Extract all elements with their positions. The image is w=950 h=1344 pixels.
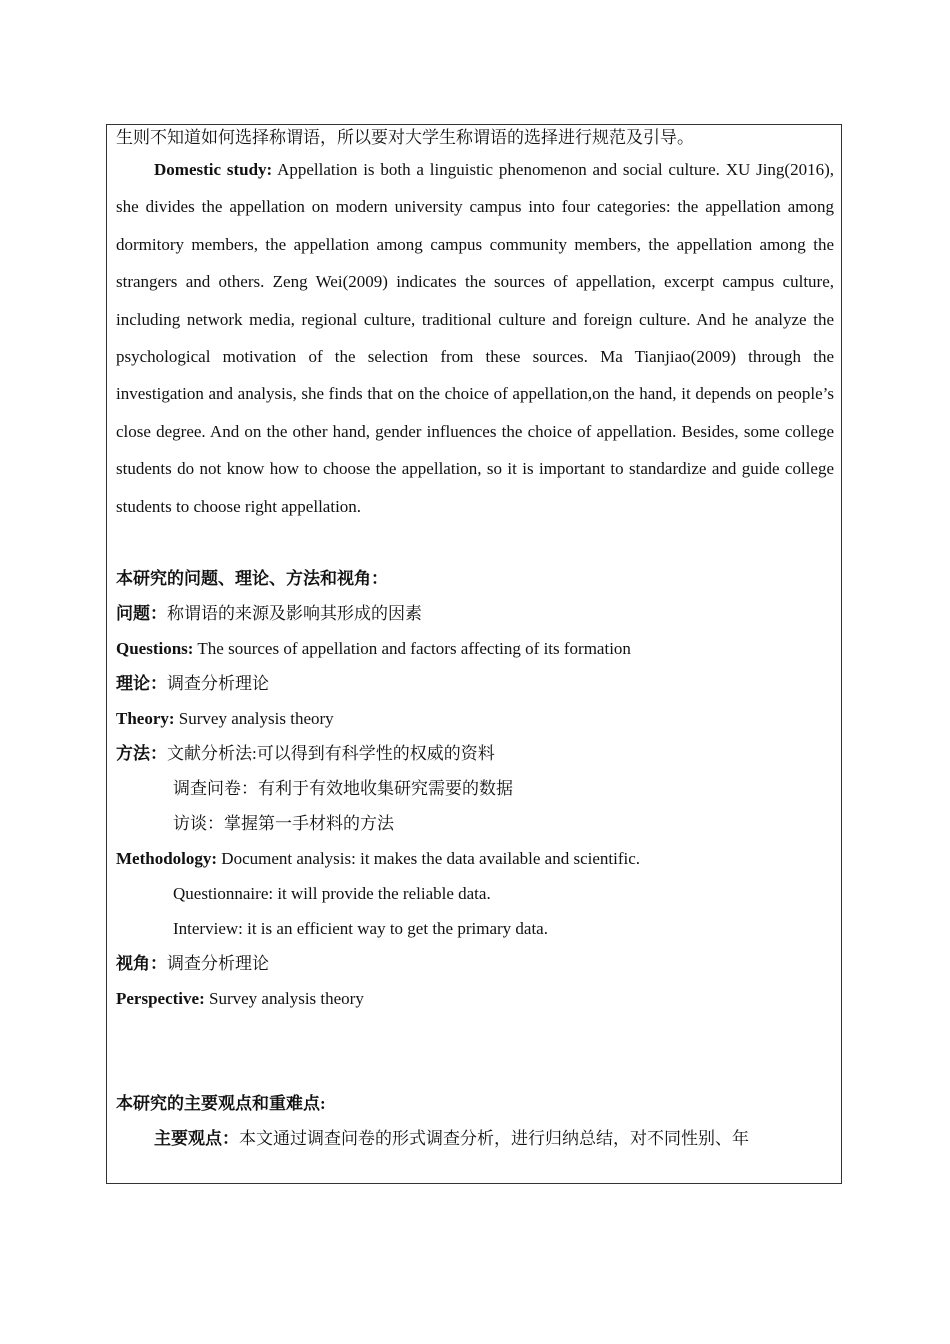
question-zh-text: 称谓语的来源及影响其形成的因素 (167, 604, 422, 624)
method-en-label: Methodology: (116, 849, 218, 869)
question-zh-label: 问题： (116, 604, 167, 624)
question-en-label: Questions: (116, 639, 194, 659)
method-en-text-1: Document analysis: it makes the data available and scientific. (217, 849, 641, 869)
proposal-table-cell (106, 124, 842, 1184)
theory-en (116, 701, 834, 736)
continuation-paragraph: 生则不知道如何选择称谓语，所以要对大学生称谓语的选择进行规范及引导。 (116, 128, 694, 147)
main-points-paragraph (116, 1121, 834, 1156)
perspective-zh-text: 调查分析理论 (167, 954, 269, 974)
domestic-study-text: Appellation is both a linguistic phenomenon and social culture. XU Jing(2016), she divides the appellation on modern university campus into four categories: the appellation among dormitory members, the appellation among campus community members, the appellation among the strangers and others. Zeng Wei(2009) indicates the sources of appellation, excerpt campus culture, including network media, regional culture, traditional culture and foreign culture. And he analyze the psychological motivation of the selection from these sources. Ma Tianjiao(2009) through the investigation and analysis, she finds that on the choice of appellation,on the hand, it depends on people’s close degree. And on the other hand, gender influences the choice of appellation. Besides, some college students do not know how to choose the appellation, so it is important to standardize and guide college students to choose right appellation. (116, 160, 834, 516)
domestic-study-label: Domestic study: (154, 160, 273, 179)
theory-zh (116, 666, 834, 701)
method-zh-text-1: 文献分析法:可以得到有科学性的权威的资料 (167, 744, 495, 764)
theory-en-label: Theory: (116, 709, 175, 729)
section-heading-main-points: 本研究的主要观点和重难点: (116, 1094, 326, 1114)
method-zh-line-2: 调查问卷：有利于有效地收集研究需要的数据 (173, 779, 513, 799)
main-points-text: 本文通过调查问卷的形式调查分析，进行归纳总结，对不同性别、年 (239, 1129, 749, 1149)
domestic-study-paragraph (116, 151, 834, 525)
method-zh-line-3: 访谈：掌握第一手材料的方法 (173, 814, 394, 834)
method-en (116, 841, 834, 876)
perspective-en-text: Survey analysis theory (204, 989, 364, 1009)
question-en-text: The sources of appellation and factors affecting of its formation (193, 639, 631, 659)
section-heading-questions-methods: 本研究的问题、理论、方法和视角： (116, 569, 388, 589)
method-zh-label: 方法： (116, 744, 167, 764)
method-en-line-2: Questionnaire: it will provide the reliable data. (173, 884, 491, 904)
theory-zh-text: 调查分析理论 (167, 674, 269, 694)
blank-line (116, 525, 834, 561)
theory-en-text: Survey analysis theory (174, 709, 334, 729)
blank-lines (116, 1016, 834, 1086)
perspective-zh-label: 视角： (116, 954, 167, 974)
perspective-en-label: Perspective: (116, 989, 205, 1009)
method-zh (116, 736, 834, 771)
cell-content (116, 125, 834, 1156)
theory-zh-label: 理论： (116, 674, 167, 694)
question-zh (116, 596, 834, 631)
main-points-label: 主要观点： (154, 1129, 239, 1149)
question-en (116, 631, 834, 666)
perspective-en (116, 981, 834, 1016)
perspective-zh (116, 946, 834, 981)
method-en-line-3: Interview: it is an efficient way to get the primary data. (173, 919, 548, 939)
